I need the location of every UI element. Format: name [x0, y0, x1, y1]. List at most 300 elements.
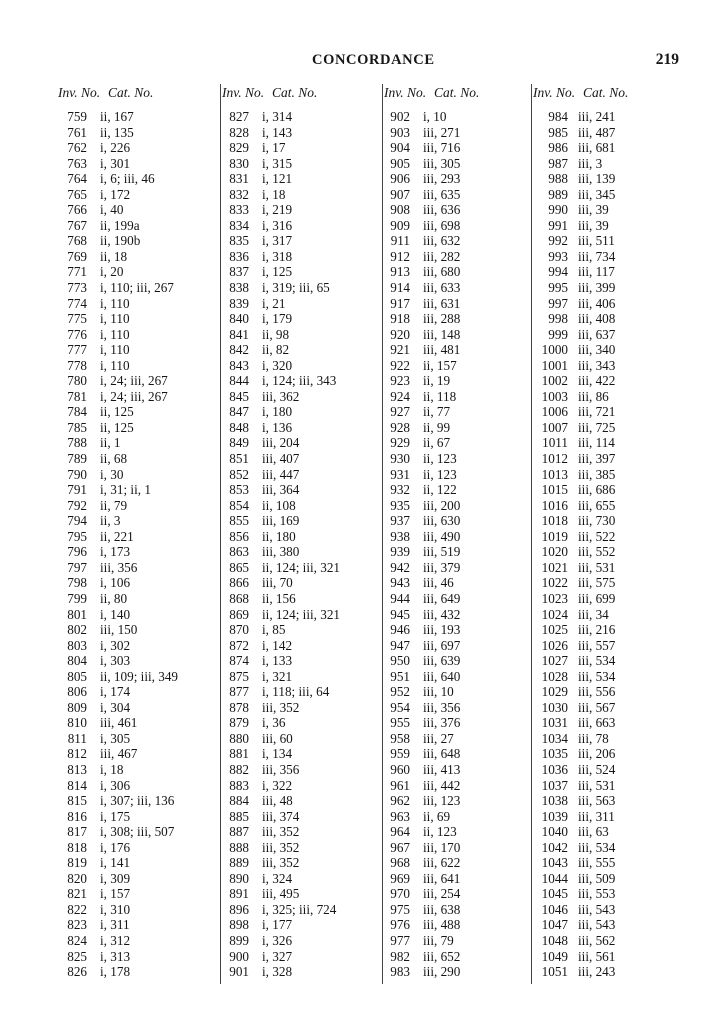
cat-number: i, 174	[100, 684, 131, 700]
cat-number: iii, 534	[578, 839, 616, 855]
inv-number: 985	[548, 124, 568, 140]
concordance-column-3	[382, 84, 535, 984]
cat-number: iii, 461	[100, 715, 138, 731]
cat-number: iii, 10	[423, 684, 454, 700]
cat-number: i, 180	[262, 404, 293, 420]
inv-number: 1043	[541, 855, 568, 871]
cat-number: ii, 180	[262, 528, 296, 544]
concordance-row	[221, 715, 373, 731]
concordance-row	[221, 311, 373, 327]
concordance-row	[221, 218, 373, 234]
concordance-row	[221, 187, 373, 203]
inv-number: 830	[229, 155, 249, 171]
cat-number: iii, 447	[262, 466, 300, 482]
inv-number: 872	[229, 637, 249, 653]
inv-number: 1026	[541, 637, 568, 653]
inv-number: 818	[67, 839, 87, 855]
inv-number: 1013	[541, 466, 568, 482]
concordance-row	[383, 482, 535, 498]
inv-number: 816	[67, 808, 87, 824]
concordance-row	[532, 156, 684, 172]
concordance-row	[221, 575, 373, 591]
inv-number: 842	[229, 342, 249, 358]
inv-number: 869	[229, 606, 249, 622]
cat-number: iii, 70	[262, 575, 293, 591]
cat-number: iii, 352	[262, 839, 300, 855]
concordance-row	[532, 855, 684, 871]
concordance-row	[221, 638, 373, 654]
inv-number: 1049	[541, 948, 568, 964]
inv-number: 995	[548, 280, 568, 296]
concordance-row	[383, 342, 535, 358]
concordance-row	[383, 793, 535, 809]
inv-number: 776	[67, 326, 87, 342]
inv-number: 1012	[541, 451, 568, 467]
inv-number: 1047	[541, 917, 568, 933]
inv-number: 759	[67, 109, 87, 124]
concordance-row	[383, 435, 535, 451]
cat-number: iii, 39	[578, 217, 609, 233]
cat-number: iii, 345	[578, 186, 616, 202]
cat-number: ii, 199a	[100, 217, 140, 233]
cat-number: iii, 385	[578, 466, 616, 482]
concordance-row	[221, 435, 373, 451]
inv-number: 762	[67, 140, 87, 156]
concordance-row	[58, 715, 210, 731]
cat-number: iii, 734	[578, 248, 616, 264]
inv-number: 891	[229, 886, 249, 902]
inv-number: 899	[229, 932, 249, 948]
concordance-row	[532, 467, 684, 483]
concordance-row	[221, 855, 373, 871]
inv-number: 1006	[541, 404, 568, 420]
inv-number: 889	[229, 855, 249, 871]
cat-number: iii, 543	[578, 901, 616, 917]
cat-number: i, 110	[100, 311, 130, 327]
concordance-row	[221, 202, 373, 218]
inv-number: 833	[229, 202, 249, 218]
cat-number: i, 309	[100, 870, 131, 886]
inv-number: 1046	[541, 901, 568, 917]
inv-number: 920	[390, 326, 410, 342]
concordance-row	[58, 824, 210, 840]
inv-number: 909	[390, 217, 410, 233]
concordance-row	[532, 187, 684, 203]
cat-no-header: Cat. No.	[108, 85, 154, 100]
concordance-row	[383, 451, 535, 467]
inv-number: 854	[229, 497, 249, 513]
inv-number: 844	[229, 373, 249, 389]
concordance-row	[221, 933, 373, 949]
concordance-row	[532, 824, 684, 840]
concordance-row	[58, 156, 210, 172]
inv-no-header: Inv. No.	[384, 85, 427, 100]
cat-number: i, 18	[262, 186, 286, 202]
cat-number: iii, 413	[423, 761, 461, 777]
cat-number: iii, 374	[262, 808, 300, 824]
cat-number: i, 125	[262, 264, 293, 280]
cat-number: i, 318	[262, 248, 293, 264]
inv-number: 813	[67, 761, 87, 777]
cat-number: iii, 364	[262, 482, 300, 498]
cat-number: iii, 655	[578, 497, 616, 513]
cat-number: i, 110; iii, 267	[100, 280, 174, 296]
cat-number: ii, 123	[423, 466, 457, 482]
concordance-row	[383, 840, 535, 856]
inv-number: 962	[390, 793, 410, 809]
inv-number: 1035	[541, 746, 568, 762]
inv-number: 824	[67, 932, 87, 948]
inv-number: 780	[67, 373, 87, 389]
inv-number: 853	[229, 482, 249, 498]
cat-number: ii, 77	[423, 404, 451, 420]
cat-number: iii, 79	[423, 932, 454, 948]
inv-number: 954	[390, 699, 410, 715]
inv-number: 834	[229, 217, 249, 233]
cat-number: i, 321	[262, 668, 293, 684]
inv-number: 809	[67, 699, 87, 715]
cat-number: ii, 80	[100, 590, 128, 606]
cat-number: i, 315	[262, 155, 293, 171]
concordance-row	[383, 513, 535, 529]
concordance-row	[221, 389, 373, 405]
cat-number: i, 118; iii, 64	[262, 684, 330, 700]
cat-number: ii, 221	[100, 528, 134, 544]
cat-number: iii, 362	[262, 388, 300, 404]
cat-number: iii, 407	[262, 451, 300, 467]
concordance-row	[383, 187, 535, 203]
cat-number: iii, 432	[423, 606, 461, 622]
concordance-row	[383, 296, 535, 312]
inv-number: 766	[67, 202, 87, 218]
cat-number: iii, 340	[578, 342, 616, 358]
inv-number: 1020	[541, 544, 568, 560]
inv-number: 890	[229, 870, 249, 886]
inv-number: 874	[229, 653, 249, 669]
cat-number: i, 219	[262, 202, 293, 218]
concordance-row	[532, 886, 684, 902]
inv-number: 868	[229, 590, 249, 606]
concordance-row	[221, 902, 373, 918]
inv-number: 815	[67, 793, 87, 809]
concordance-row	[532, 778, 684, 794]
running-head	[0, 52, 725, 72]
concordance-row	[58, 498, 210, 514]
inv-number: 792	[67, 497, 87, 513]
inv-number: 789	[67, 451, 87, 467]
concordance-row	[58, 653, 210, 669]
inv-number: 781	[67, 388, 87, 404]
cat-number: ii, 19	[423, 373, 451, 389]
concordance-row	[532, 949, 684, 965]
inv-number: 798	[67, 575, 87, 591]
cat-number: ii, 125	[100, 419, 134, 435]
inv-number: 1015	[541, 482, 568, 498]
inv-number: 790	[67, 466, 87, 482]
inv-number: 932	[390, 482, 410, 498]
concordance-row	[532, 218, 684, 234]
inv-no-header: Inv. No.	[58, 85, 101, 100]
inv-number: 771	[67, 264, 87, 280]
concordance-row	[58, 451, 210, 467]
inv-number: 1031	[541, 715, 568, 731]
inv-number: 1044	[541, 870, 568, 886]
concordance-row	[383, 778, 535, 794]
cat-number: iii, 699	[578, 590, 616, 606]
inv-number: 764	[67, 171, 87, 187]
inv-number: 802	[67, 622, 87, 638]
cat-number: ii, 123	[423, 451, 457, 467]
concordance-row	[221, 498, 373, 514]
inv-number: 823	[67, 917, 87, 933]
cat-number: iii, 649	[423, 590, 461, 606]
inv-number: 907	[390, 186, 410, 202]
cat-number: i, 141	[100, 855, 131, 871]
concordance-row	[383, 264, 535, 280]
concordance-row	[58, 560, 210, 576]
inv-number: 1042	[541, 839, 568, 855]
concordance-row	[58, 964, 210, 980]
concordance-row	[58, 171, 210, 187]
cat-number: iii, 552	[578, 544, 616, 560]
inv-number: 976	[390, 917, 410, 933]
concordance-row	[532, 684, 684, 700]
concordance-row	[383, 560, 535, 576]
cat-number: i, 178	[100, 964, 131, 980]
inv-number: 832	[229, 186, 249, 202]
cat-number: iii, 170	[423, 839, 461, 855]
cat-no-header: Cat. No.	[583, 85, 629, 100]
concordance-row	[58, 731, 210, 747]
inv-number: 852	[229, 466, 249, 482]
concordance-row	[58, 607, 210, 623]
inv-number: 837	[229, 264, 249, 280]
cat-number: i, 326	[262, 932, 293, 948]
inv-number: 928	[390, 419, 410, 435]
inv-number: 1025	[541, 622, 568, 638]
inv-number: 795	[67, 528, 87, 544]
concordance-row	[221, 171, 373, 187]
cat-number: ii, 122	[423, 482, 457, 498]
concordance-row	[383, 280, 535, 296]
concordance-row	[532, 482, 684, 498]
concordance-row	[58, 233, 210, 249]
cat-number: iii, 352	[262, 699, 300, 715]
inv-number: 945	[390, 606, 410, 622]
concordance-row	[221, 280, 373, 296]
concordance-row	[383, 917, 535, 933]
concordance-row	[58, 109, 210, 125]
inv-number: 875	[229, 668, 249, 684]
cat-number: iii, 639	[423, 653, 461, 669]
inv-number: 804	[67, 653, 87, 669]
inv-number: 865	[229, 559, 249, 575]
cat-number: iii, 293	[423, 171, 461, 187]
cat-number: iii, 467	[100, 746, 138, 762]
inv-number: 877	[229, 684, 249, 700]
cat-number: i, 303	[100, 653, 131, 669]
concordance-row	[532, 498, 684, 514]
concordance-column-1	[58, 84, 210, 984]
inv-number: 840	[229, 311, 249, 327]
concordance-row	[58, 140, 210, 156]
concordance-row	[58, 886, 210, 902]
concordance-row	[58, 871, 210, 887]
inv-number: 791	[67, 482, 87, 498]
cat-number: iii, 680	[423, 264, 461, 280]
concordance-row	[58, 529, 210, 545]
concordance-row	[221, 140, 373, 156]
inv-number: 768	[67, 233, 87, 249]
concordance-row	[532, 249, 684, 265]
concordance-row	[58, 373, 210, 389]
cat-number: iii, 563	[578, 793, 616, 809]
cat-number: iii, 241	[578, 109, 616, 124]
inv-number: 1001	[541, 357, 568, 373]
inv-number: 879	[229, 715, 249, 731]
inv-number: 774	[67, 295, 87, 311]
concordance-row	[383, 202, 535, 218]
inv-number: 821	[67, 886, 87, 902]
concordance-row	[58, 249, 210, 265]
concordance-row	[221, 513, 373, 529]
inv-number: 927	[390, 404, 410, 420]
cat-number: i, 18	[100, 761, 124, 777]
concordance-row	[532, 296, 684, 312]
cat-number: ii, 167	[100, 109, 134, 124]
inv-number: 991	[548, 217, 568, 233]
inv-number: 1003	[541, 388, 568, 404]
concordance-row	[58, 840, 210, 856]
cat-number: i, 177	[262, 917, 293, 933]
cat-number: ii, 123	[423, 824, 457, 840]
concordance-row	[532, 964, 684, 980]
inv-number: 935	[390, 497, 410, 513]
inv-number: 827	[229, 109, 249, 124]
concordance-row	[58, 591, 210, 607]
concordance-row	[532, 731, 684, 747]
inv-no-header: Inv. No.	[533, 85, 576, 100]
inv-number: 986	[548, 140, 568, 156]
concordance-row	[221, 482, 373, 498]
cat-number: ii, 98	[262, 326, 290, 342]
inv-number: 826	[67, 964, 87, 980]
cat-number: ii, 124; iii, 321	[262, 559, 341, 575]
cat-number: iii, 531	[578, 559, 616, 575]
cat-number: ii, 67	[423, 435, 451, 451]
concordance-row	[58, 638, 210, 654]
cat-number: iii, 380	[262, 544, 300, 560]
inv-number: 1007	[541, 419, 568, 435]
cat-number: i, 319; iii, 65	[262, 280, 330, 296]
cat-number: iii, 148	[423, 326, 461, 342]
cat-number: i, 140	[100, 606, 131, 622]
cat-number: iii, 352	[262, 824, 300, 840]
cat-number: i, 124; iii, 343	[262, 373, 337, 389]
concordance-row	[221, 342, 373, 358]
cat-number: iii, 553	[578, 886, 616, 902]
inv-number: 952	[390, 684, 410, 700]
cat-number: i, 10	[423, 109, 447, 124]
concordance-row	[532, 622, 684, 638]
cat-number: iii, 206	[578, 746, 616, 762]
concordance-row	[532, 202, 684, 218]
concordance-row	[383, 171, 535, 187]
cat-number: i, 328	[262, 964, 293, 980]
concordance-row	[383, 358, 535, 374]
concordance-row	[58, 420, 210, 436]
cat-number: iii, 139	[578, 171, 616, 187]
concordance-row	[532, 715, 684, 731]
cat-number: ii, 18	[100, 248, 128, 264]
concordance-row	[58, 358, 210, 374]
concordance-row	[532, 420, 684, 436]
inv-number: 773	[67, 280, 87, 296]
concordance-row	[383, 949, 535, 965]
concordance-row	[383, 700, 535, 716]
cat-number: ii, 3	[100, 513, 121, 529]
inv-number: 1016	[541, 497, 568, 513]
concordance-row	[221, 778, 373, 794]
inv-number: 1027	[541, 653, 568, 669]
cat-number: iii, 557	[578, 637, 616, 653]
inv-number: 767	[67, 217, 87, 233]
inv-number: 896	[229, 901, 249, 917]
cat-number: iii, 725	[578, 419, 616, 435]
concordance-row	[532, 140, 684, 156]
concordance-row	[221, 467, 373, 483]
inv-number: 931	[390, 466, 410, 482]
inv-number: 960	[390, 761, 410, 777]
concordance-row	[532, 342, 684, 358]
inv-number: 851	[229, 451, 249, 467]
cat-number: i, 307; iii, 136	[100, 793, 175, 809]
cat-number: iii, 356	[423, 699, 461, 715]
cat-number: iii, 343	[578, 357, 616, 373]
cat-number: i, 157	[100, 886, 131, 902]
cat-number: iii, 509	[578, 870, 616, 886]
concordance-row	[58, 855, 210, 871]
inv-number: 900	[229, 948, 249, 964]
concordance-row	[383, 249, 535, 265]
concordance-row	[221, 964, 373, 980]
inv-number: 1037	[541, 777, 568, 793]
cat-number: i, 179	[262, 311, 293, 327]
concordance-row	[383, 715, 535, 731]
inv-number: 963	[390, 808, 410, 824]
inv-number: 938	[390, 528, 410, 544]
inv-number: 943	[390, 575, 410, 591]
inv-number: 947	[390, 637, 410, 653]
cat-number: iii, 531	[578, 777, 616, 793]
cat-number: iii, 169	[262, 513, 300, 529]
concordance-column-4	[531, 84, 684, 984]
inv-number: 1021	[541, 559, 568, 575]
cat-number: iii, 555	[578, 855, 616, 871]
inv-number: 918	[390, 311, 410, 327]
concordance-row	[383, 607, 535, 623]
cat-number: i, 85	[262, 622, 286, 638]
cat-number: iii, 636	[423, 202, 461, 218]
cat-number: i, 327	[262, 948, 293, 964]
concordance-row	[532, 373, 684, 389]
cat-number: iii, 487	[578, 124, 616, 140]
concordance-row	[58, 342, 210, 358]
cat-number: iii, 422	[578, 373, 616, 389]
concordance-row	[221, 700, 373, 716]
cat-no-header: Cat. No.	[272, 85, 318, 100]
cat-no-header: Cat. No.	[434, 85, 480, 100]
